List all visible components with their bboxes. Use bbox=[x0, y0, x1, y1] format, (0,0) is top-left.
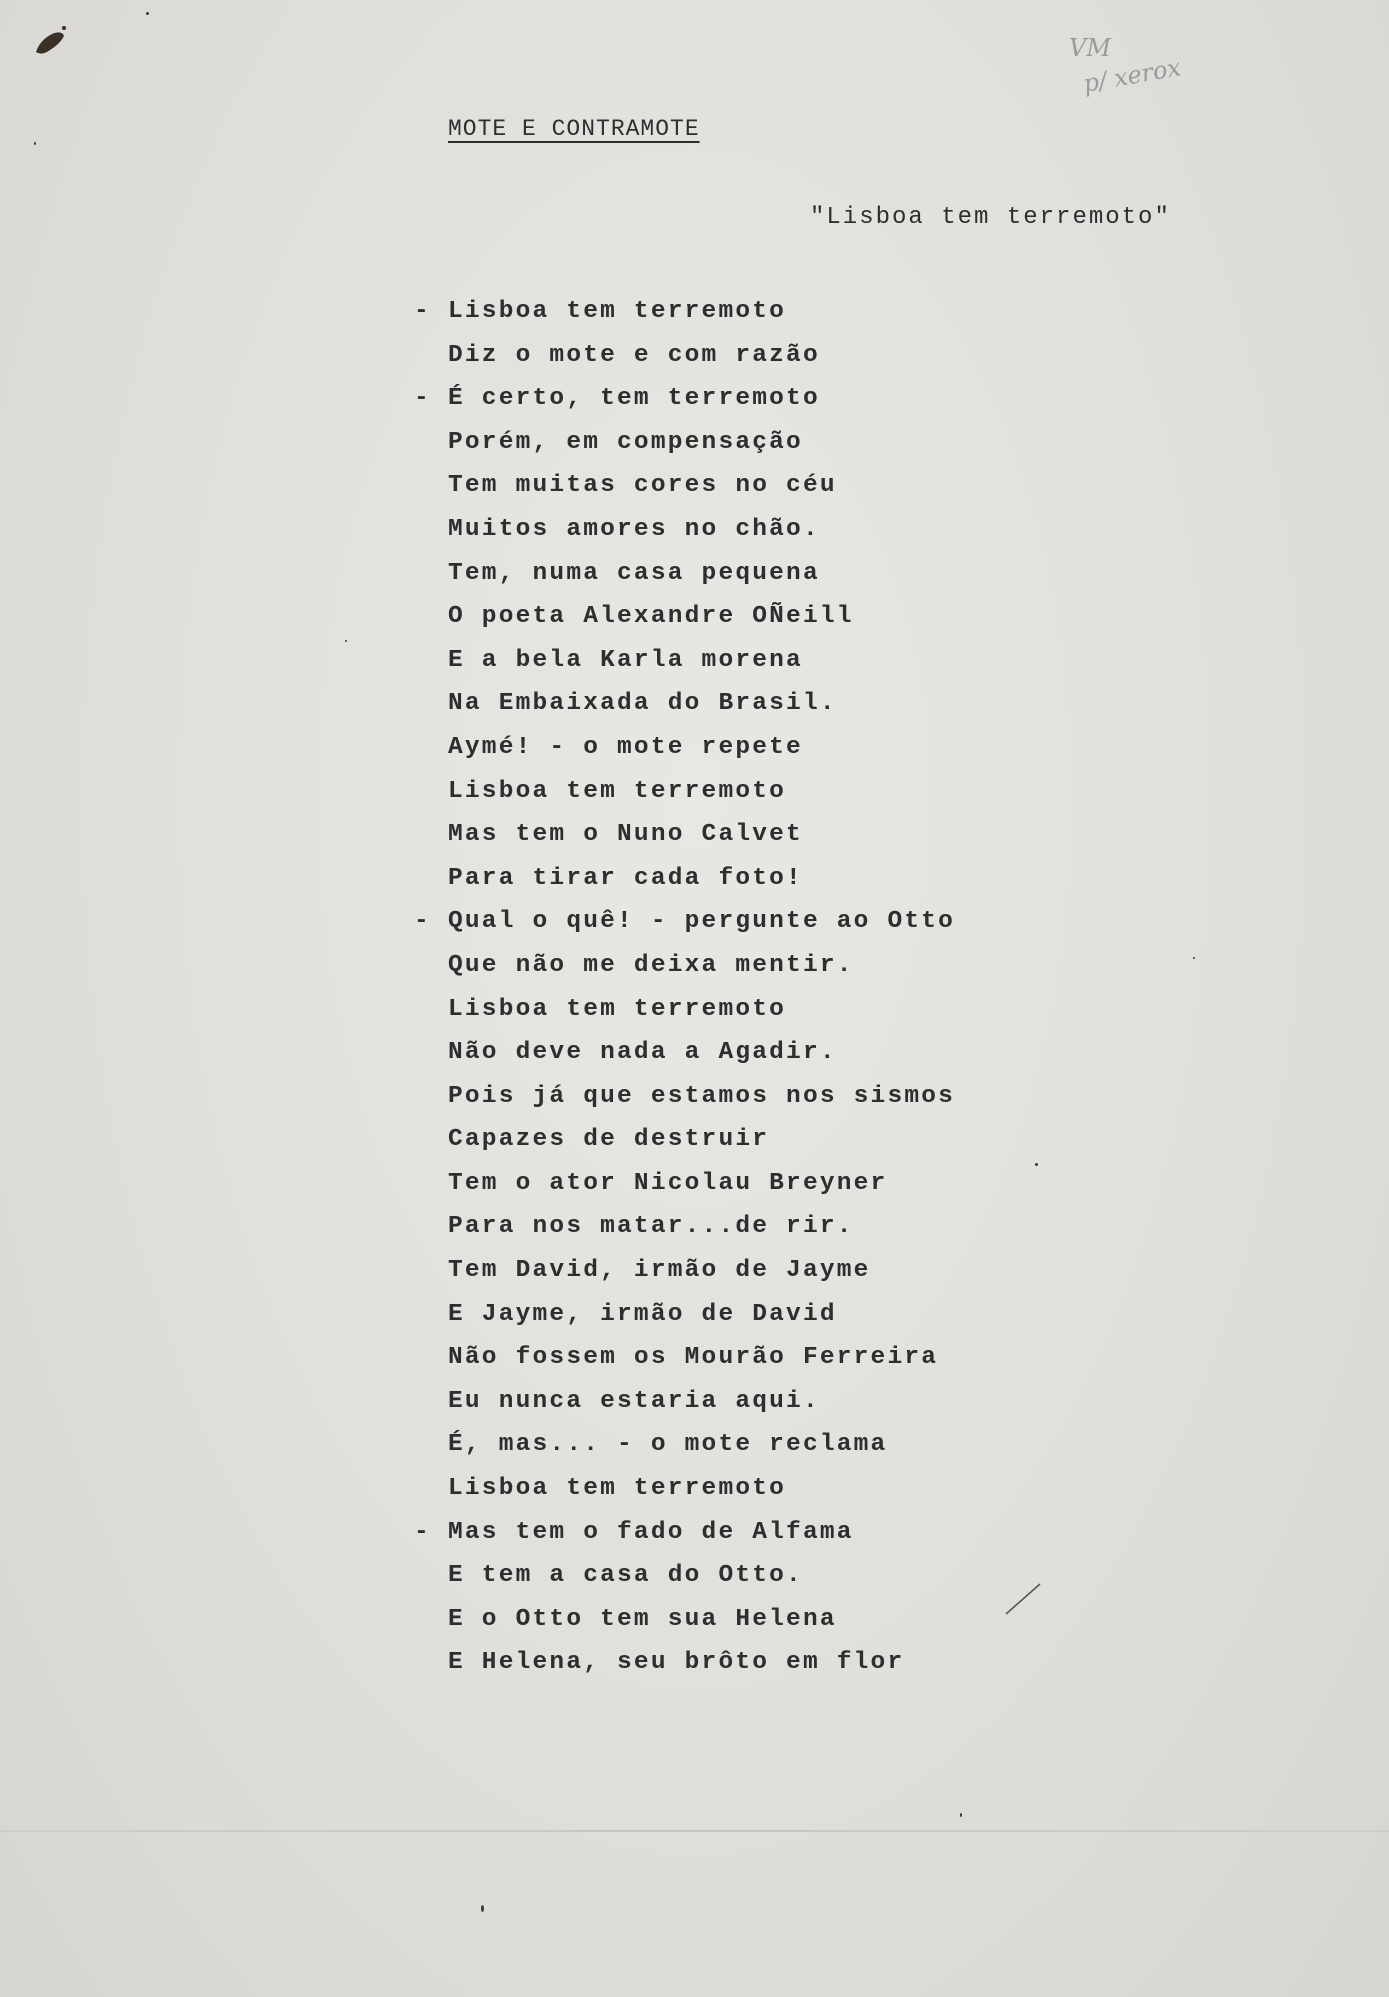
poem-line-text: Diz o mote e com razão bbox=[448, 341, 820, 369]
poem-line bbox=[448, 464, 1068, 508]
poem-line bbox=[448, 421, 1068, 465]
poem-line-text: E Jayme, irmão de David bbox=[448, 1300, 837, 1328]
dash-marker: - bbox=[414, 298, 431, 325]
poem-line-text: O poeta Alexandre OÑeill bbox=[448, 603, 854, 631]
poem-line bbox=[448, 1467, 1068, 1511]
poem-line bbox=[414, 900, 1068, 944]
handwritten-note-line-2: p/ xerox bbox=[1081, 53, 1183, 98]
poem-line bbox=[448, 857, 1068, 901]
poem-line-text: Pois já que estamos nos sismos bbox=[448, 1082, 956, 1110]
poem-line-text: Qual o quê! - pergunte ao Otto bbox=[448, 908, 956, 936]
paper-speck bbox=[481, 1905, 484, 1912]
handwritten-note bbox=[1055, 30, 1255, 120]
poem-line-text: Eu nunca estaria aqui. bbox=[448, 1387, 820, 1415]
poem-line-text: Tem David, irmão de Jayme bbox=[448, 1257, 871, 1285]
poem-line bbox=[448, 1075, 1068, 1119]
dash-marker: - bbox=[414, 1518, 431, 1546]
poem-line bbox=[448, 1293, 1068, 1337]
poem-line bbox=[448, 813, 1068, 857]
poem-line bbox=[414, 290, 1068, 334]
poem-line bbox=[448, 1336, 1068, 1380]
poem-line-text: Para tirar cada foto! bbox=[448, 864, 803, 892]
paper-speck bbox=[34, 142, 36, 145]
poem-line bbox=[448, 944, 1068, 988]
poem-line bbox=[448, 639, 1068, 683]
poem-line bbox=[448, 1118, 1068, 1162]
poem-line-text: Lisboa tem terremoto bbox=[448, 298, 787, 325]
poem-line bbox=[448, 1554, 1068, 1598]
poem-line-text: Mas tem o Nuno Calvet bbox=[448, 821, 803, 849]
poem-line-text: É, mas... - o mote reclama bbox=[448, 1431, 888, 1459]
poem-line bbox=[448, 682, 1068, 726]
poem-line bbox=[448, 1162, 1068, 1206]
paper-speck bbox=[1193, 957, 1195, 959]
poem-line bbox=[448, 334, 1068, 378]
paper-speck bbox=[960, 1813, 962, 1817]
poem-line bbox=[448, 595, 1068, 639]
poem-line-text: Lisboa tem terremoto bbox=[448, 777, 787, 805]
poem-line-text: Mas tem o fado de Alfama bbox=[448, 1518, 854, 1546]
poem-line bbox=[448, 1423, 1068, 1467]
poem-line bbox=[448, 988, 1068, 1032]
poem-line-text: Lisboa tem terremoto bbox=[448, 995, 787, 1023]
poem-line bbox=[448, 1380, 1068, 1424]
document-subtitle: "Lisboa tem terremoto" bbox=[810, 204, 1171, 231]
poem-line bbox=[414, 377, 1068, 421]
poem-line-text: Não fossem os Mourão Ferreira bbox=[448, 1344, 939, 1372]
poem-line-text: Aymé! - o mote repete bbox=[448, 733, 803, 761]
poem-line-text: Para nos matar...de rir. bbox=[448, 1213, 854, 1241]
poem-line-text: E o Otto tem sua Helena bbox=[448, 1605, 837, 1633]
poem-line-text: Tem muitas cores no céu bbox=[448, 472, 837, 500]
poem-line-text: Na Embaixada do Brasil. bbox=[448, 690, 837, 718]
poem-line bbox=[448, 1031, 1068, 1075]
poem-line-text: E Helena, seu brôto em flor bbox=[448, 1649, 905, 1677]
dash-marker: - bbox=[414, 908, 431, 936]
poem-line bbox=[414, 1511, 1068, 1555]
poem-line bbox=[448, 1598, 1068, 1642]
dash-marker: - bbox=[414, 385, 431, 413]
poem-line bbox=[448, 1641, 1068, 1685]
poem-line bbox=[448, 1249, 1068, 1293]
poem-line-text: E a bela Karla morena bbox=[448, 646, 803, 674]
poem-line-text: É certo, tem terremoto bbox=[448, 385, 820, 413]
poem-line bbox=[448, 508, 1068, 552]
poem-line bbox=[448, 552, 1068, 596]
poem-line-text: Que não me deixa mentir. bbox=[448, 951, 854, 979]
poem-line-text: Tem o ator Nicolau Breyner bbox=[448, 1169, 888, 1197]
poem-line-text: Muitos amores no chão. bbox=[448, 515, 820, 543]
poem-line-text: E tem a casa do Otto. bbox=[448, 1562, 803, 1590]
document-title: MOTE E CONTRAMOTE bbox=[448, 116, 700, 142]
handwritten-note-line-1: VM bbox=[1069, 34, 1111, 62]
poem-line bbox=[448, 770, 1068, 814]
poem-line-text: Não deve nada a Agadir. bbox=[448, 1039, 837, 1067]
paper-speck bbox=[1035, 1163, 1038, 1166]
pen-stroke-mark bbox=[1002, 1578, 1052, 1618]
poem-line-text: Capazes de destruir bbox=[448, 1126, 770, 1154]
poem-line-text: Porém, em compensação bbox=[448, 428, 803, 456]
ink-stain bbox=[30, 22, 70, 62]
fold-line bbox=[0, 1830, 1389, 1832]
paper-speck bbox=[345, 640, 347, 642]
poem-line bbox=[448, 726, 1068, 770]
poem-line-text: Tem, numa casa pequena bbox=[448, 559, 820, 587]
poem-line bbox=[448, 1205, 1068, 1249]
poem-line-text: Lisboa tem terremoto bbox=[448, 1475, 787, 1503]
poem-body bbox=[414, 290, 1068, 1685]
paper-speck bbox=[146, 12, 149, 15]
